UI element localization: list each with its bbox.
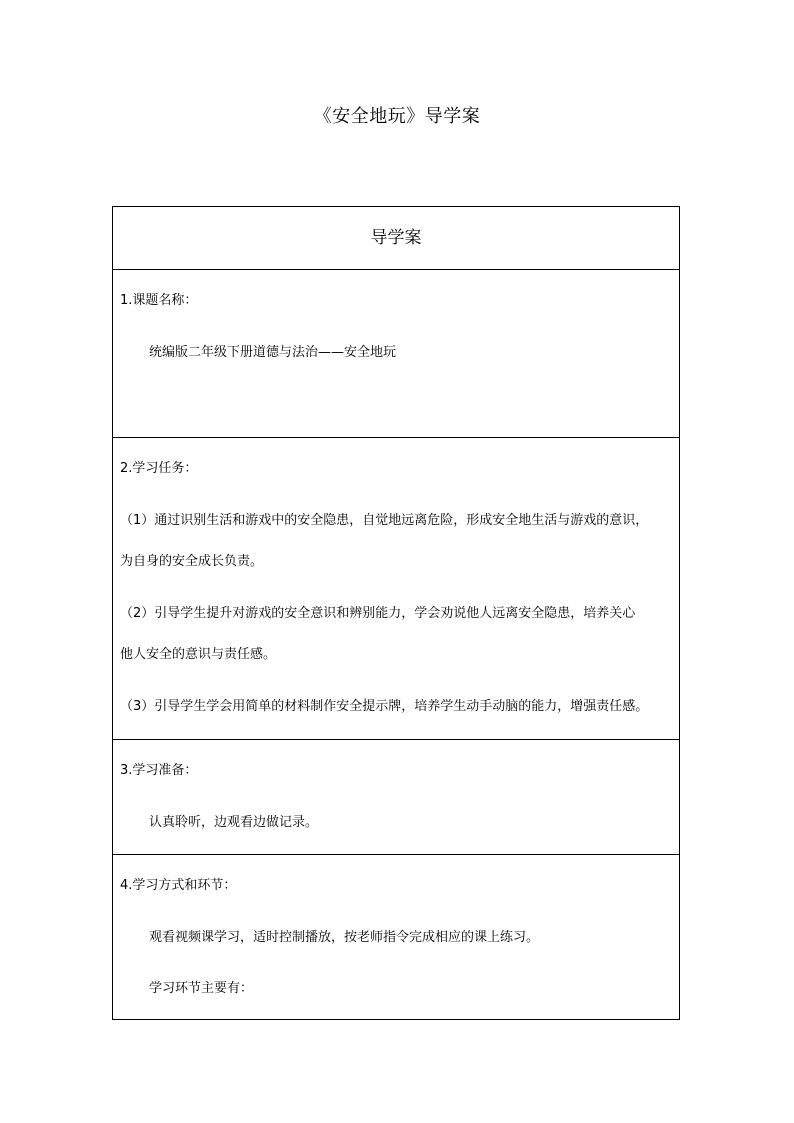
section-method — [113, 855, 679, 1021]
course-name-label: 1.课题名称： — [120, 293, 198, 308]
preparation-text: 认真聆听，边观看边做记录。 — [149, 815, 319, 830]
section-course-name — [113, 270, 679, 438]
preparation-label: 3.学习准备： — [120, 763, 198, 778]
method-label: 4.学习方式和环节： — [120, 878, 237, 893]
guide-table — [112, 206, 680, 1020]
tasks-label: 2.学习任务： — [120, 461, 198, 476]
document-title: 《安全地玩》导学案 — [313, 106, 481, 127]
task-item-2-line-1: （2）引导学生提升对游戏的安全意识和辨别能力，学会劝说他人远离安全隐患，培养关心 — [120, 606, 636, 621]
method-text-1: 观看视频课学习，适时控制播放，按老师指令完成相应的课上练习。 — [149, 930, 540, 945]
method-text-2: 学习环节主要有： — [149, 981, 254, 996]
task-item-1-line-1: （1）通过识别生活和游戏中的安全隐患，自觉地远离危险，形成安全地生活与游戏的意识， — [120, 513, 649, 528]
section-learning-tasks — [113, 438, 679, 740]
table-header-row — [113, 207, 679, 270]
task-item-2-line-2: 他人安全的意识与责任感。 — [120, 647, 277, 662]
section-preparation — [113, 740, 679, 855]
task-item-1-line-2: 为自身的安全成长负责。 — [120, 554, 264, 569]
course-name-text: 统编版二年级下册道德与法治——安全地玩 — [149, 345, 397, 360]
table-heading: 导学案 — [370, 228, 422, 248]
task-item-3-line-1: （3）引导学生学会用简单的材料制作安全提示牌，培养学生动手动脑的能力，增强责任感。 — [120, 699, 649, 714]
